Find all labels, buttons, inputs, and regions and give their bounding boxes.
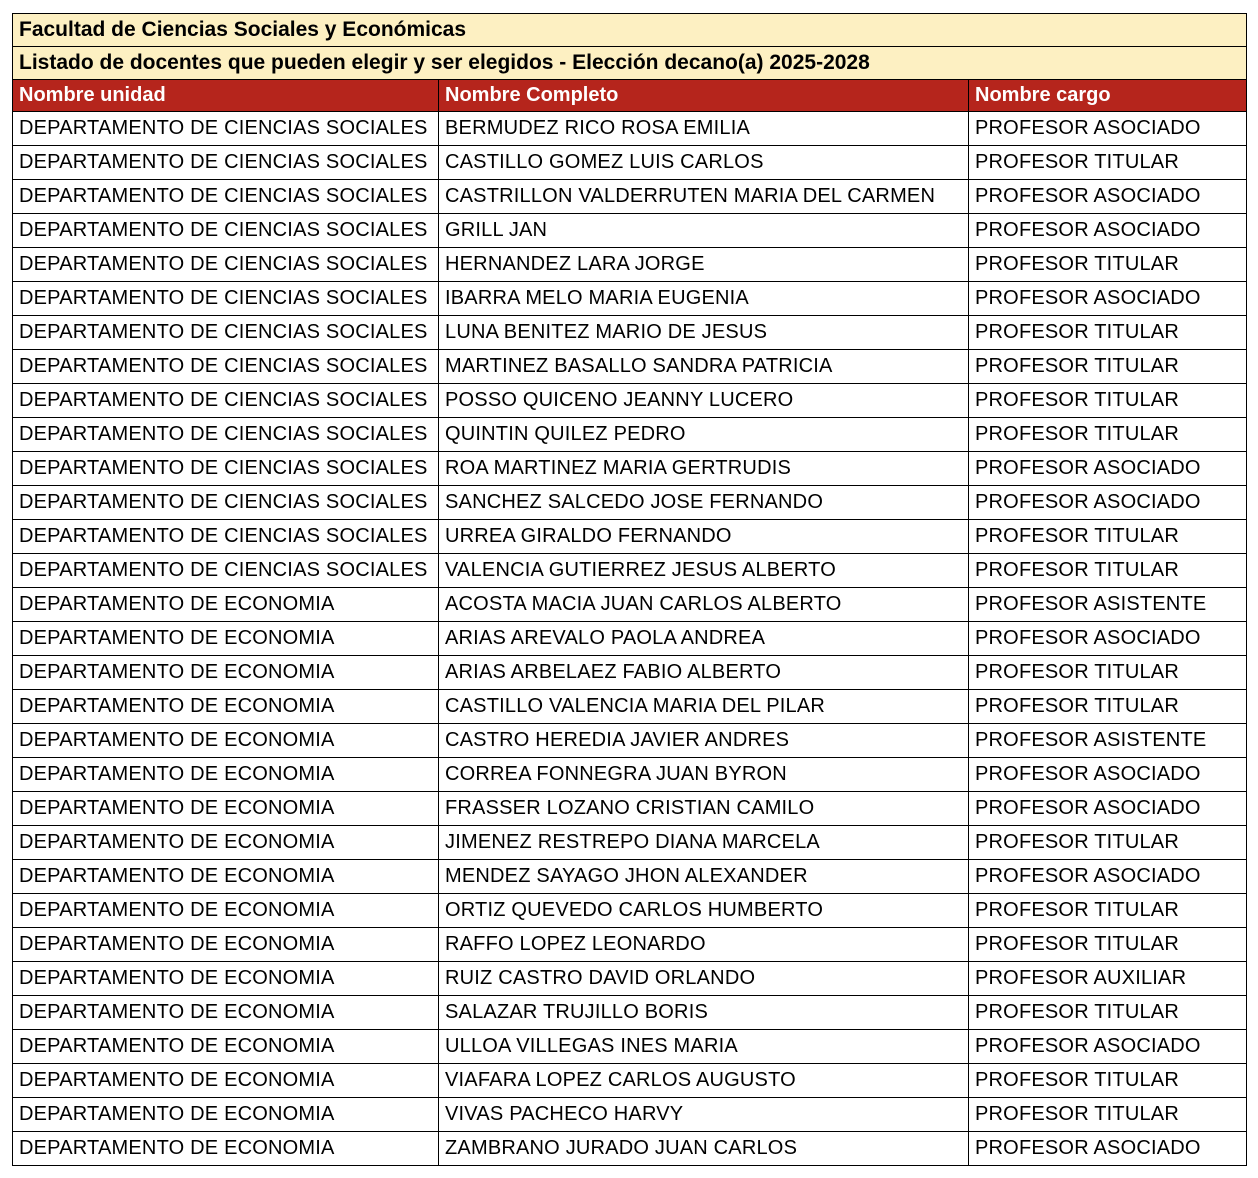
cell-nombre[interactable]: BERMUDEZ RICO ROSA EMILIA — [439, 112, 969, 146]
cell-unidad[interactable]: DEPARTAMENTO DE CIENCIAS SOCIALES — [13, 180, 439, 214]
cell-unidad[interactable]: DEPARTAMENTO DE CIENCIAS SOCIALES — [13, 554, 439, 588]
table-row — [13, 622, 1247, 656]
cell-cargo[interactable]: PROFESOR ASOCIADO — [969, 486, 1247, 520]
cell-unidad[interactable]: DEPARTAMENTO DE CIENCIAS SOCIALES — [13, 282, 439, 316]
column-header-cargo[interactable]: Nombre cargo — [969, 80, 1247, 112]
table-row — [13, 826, 1247, 860]
table-row — [13, 554, 1247, 588]
cell-nombre[interactable]: GRILL JAN — [439, 214, 969, 248]
title-row-2 — [13, 47, 1247, 80]
docentes-table — [12, 13, 1247, 1166]
column-header-nombre[interactable]: Nombre Completo — [439, 80, 969, 112]
cell-nombre[interactable]: CORREA FONNEGRA JUAN BYRON — [439, 758, 969, 792]
cell-unidad[interactable]: DEPARTAMENTO DE ECONOMIA — [13, 894, 439, 928]
cell-unidad[interactable]: DEPARTAMENTO DE CIENCIAS SOCIALES — [13, 146, 439, 180]
cell-cargo[interactable]: PROFESOR TITULAR — [969, 248, 1247, 282]
cell-unidad[interactable]: DEPARTAMENTO DE CIENCIAS SOCIALES — [13, 452, 439, 486]
table-row — [13, 214, 1247, 248]
cell-nombre[interactable]: ULLOA VILLEGAS INES MARIA — [439, 1030, 969, 1064]
cell-cargo[interactable]: PROFESOR TITULAR — [969, 554, 1247, 588]
cell-nombre[interactable]: JIMENEZ RESTREPO DIANA MARCELA — [439, 826, 969, 860]
cell-cargo[interactable]: PROFESOR ASOCIADO — [969, 758, 1247, 792]
cell-unidad[interactable]: DEPARTAMENTO DE ECONOMIA — [13, 1132, 439, 1166]
cell-unidad[interactable]: DEPARTAMENTO DE ECONOMIA — [13, 656, 439, 690]
cell-cargo[interactable]: PROFESOR TITULAR — [969, 520, 1247, 554]
list-title: Listado de docentes que pueden elegir y ser elegidos - Elección decano(a) 2025-2028 — [13, 47, 1247, 80]
cell-unidad[interactable]: DEPARTAMENTO DE ECONOMIA — [13, 792, 439, 826]
table-row — [13, 588, 1247, 622]
cell-cargo[interactable]: PROFESOR TITULAR — [969, 826, 1247, 860]
table-row — [13, 1132, 1247, 1166]
table-row — [13, 1030, 1247, 1064]
cell-nombre[interactable]: CASTRO HEREDIA JAVIER ANDRES — [439, 724, 969, 758]
cell-nombre[interactable]: ZAMBRANO JURADO JUAN CARLOS — [439, 1132, 969, 1166]
cell-cargo[interactable]: PROFESOR ASOCIADO — [969, 180, 1247, 214]
cell-nombre[interactable]: SALAZAR TRUJILLO BORIS — [439, 996, 969, 1030]
cell-nombre[interactable]: CASTILLO VALENCIA MARIA DEL PILAR — [439, 690, 969, 724]
cell-nombre[interactable]: QUINTIN QUILEZ PEDRO — [439, 418, 969, 452]
table-row — [13, 282, 1247, 316]
cell-cargo[interactable]: PROFESOR ASOCIADO — [969, 1030, 1247, 1064]
cell-nombre[interactable]: SANCHEZ SALCEDO JOSE FERNANDO — [439, 486, 969, 520]
cell-unidad[interactable]: DEPARTAMENTO DE CIENCIAS SOCIALES — [13, 316, 439, 350]
cell-nombre[interactable]: ARIAS AREVALO PAOLA ANDREA — [439, 622, 969, 656]
cell-nombre[interactable]: MARTINEZ BASALLO SANDRA PATRICIA — [439, 350, 969, 384]
cell-cargo[interactable]: PROFESOR TITULAR — [969, 690, 1247, 724]
table-row — [13, 350, 1247, 384]
cell-nombre[interactable]: ARIAS ARBELAEZ FABIO ALBERTO — [439, 656, 969, 690]
table-row — [13, 690, 1247, 724]
table-row — [13, 316, 1247, 350]
cell-cargo[interactable]: PROFESOR TITULAR — [969, 1098, 1247, 1132]
cell-unidad[interactable]: DEPARTAMENTO DE ECONOMIA — [13, 1030, 439, 1064]
cell-cargo[interactable]: PROFESOR ASISTENTE — [969, 724, 1247, 758]
cell-nombre[interactable]: FRASSER LOZANO CRISTIAN CAMILO — [439, 792, 969, 826]
cell-cargo[interactable]: PROFESOR ASOCIADO — [969, 112, 1247, 146]
cell-unidad[interactable]: DEPARTAMENTO DE ECONOMIA — [13, 724, 439, 758]
cell-cargo[interactable]: PROFESOR TITULAR — [969, 894, 1247, 928]
cell-cargo[interactable]: PROFESOR TITULAR — [969, 350, 1247, 384]
cell-nombre[interactable]: VALENCIA GUTIERREZ JESUS ALBERTO — [439, 554, 969, 588]
table-row — [13, 112, 1247, 146]
table-row — [13, 996, 1247, 1030]
cell-nombre[interactable]: MENDEZ SAYAGO JHON ALEXANDER — [439, 860, 969, 894]
table-row — [13, 486, 1247, 520]
cell-cargo[interactable]: PROFESOR ASOCIADO — [969, 622, 1247, 656]
cell-nombre[interactable]: POSSO QUICENO JEANNY LUCERO — [439, 384, 969, 418]
table-row — [13, 418, 1247, 452]
table-row — [13, 248, 1247, 282]
cell-nombre[interactable]: HERNANDEZ LARA JORGE — [439, 248, 969, 282]
table-row — [13, 656, 1247, 690]
cell-unidad[interactable]: DEPARTAMENTO DE ECONOMIA — [13, 928, 439, 962]
cell-unidad[interactable]: DEPARTAMENTO DE ECONOMIA — [13, 860, 439, 894]
table-row — [13, 928, 1247, 962]
cell-nombre[interactable]: ORTIZ QUEVEDO CARLOS HUMBERTO — [439, 894, 969, 928]
header-row — [13, 80, 1247, 112]
cell-unidad[interactable]: DEPARTAMENTO DE CIENCIAS SOCIALES — [13, 418, 439, 452]
cell-cargo[interactable]: PROFESOR ASOCIADO — [969, 214, 1247, 248]
cell-nombre[interactable]: LUNA BENITEZ MARIO DE JESUS — [439, 316, 969, 350]
cell-cargo[interactable]: PROFESOR ASOCIADO — [969, 1132, 1247, 1166]
table-row — [13, 146, 1247, 180]
cell-cargo[interactable]: PROFESOR ASOCIADO — [969, 860, 1247, 894]
cell-cargo[interactable]: PROFESOR TITULAR — [969, 418, 1247, 452]
cell-nombre[interactable]: VIVAS PACHECO HARVY — [439, 1098, 969, 1132]
table-row — [13, 758, 1247, 792]
cell-unidad[interactable]: DEPARTAMENTO DE ECONOMIA — [13, 1098, 439, 1132]
table-row — [13, 792, 1247, 826]
table-row — [13, 384, 1247, 418]
cell-cargo[interactable]: PROFESOR TITULAR — [969, 384, 1247, 418]
cell-nombre[interactable]: RAFFO LOPEZ LEONARDO — [439, 928, 969, 962]
column-header-unidad[interactable]: Nombre unidad — [13, 80, 439, 112]
cell-unidad[interactable]: DEPARTAMENTO DE CIENCIAS SOCIALES — [13, 384, 439, 418]
cell-nombre[interactable]: CASTRILLON VALDERRUTEN MARIA DEL CARMEN — [439, 180, 969, 214]
cell-nombre[interactable]: IBARRA MELO MARIA EUGENIA — [439, 282, 969, 316]
cell-unidad[interactable]: DEPARTAMENTO DE ECONOMIA — [13, 962, 439, 996]
cell-unidad[interactable]: DEPARTAMENTO DE ECONOMIA — [13, 996, 439, 1030]
cell-unidad[interactable]: DEPARTAMENTO DE CIENCIAS SOCIALES — [13, 112, 439, 146]
table-row — [13, 962, 1247, 996]
table-row — [13, 894, 1247, 928]
cell-cargo[interactable]: PROFESOR ASOCIADO — [969, 792, 1247, 826]
cell-cargo[interactable]: PROFESOR TITULAR — [969, 656, 1247, 690]
cell-cargo[interactable]: PROFESOR TITULAR — [969, 146, 1247, 180]
cell-nombre[interactable]: ACOSTA MACIA JUAN CARLOS ALBERTO — [439, 588, 969, 622]
cell-unidad[interactable]: DEPARTAMENTO DE ECONOMIA — [13, 1064, 439, 1098]
cell-unidad[interactable]: DEPARTAMENTO DE ECONOMIA — [13, 758, 439, 792]
cell-cargo[interactable]: PROFESOR ASOCIADO — [969, 452, 1247, 486]
cell-nombre[interactable]: VIAFARA LOPEZ CARLOS AUGUSTO — [439, 1064, 969, 1098]
table-body — [13, 112, 1247, 1166]
cell-cargo[interactable]: PROFESOR ASISTENTE — [969, 588, 1247, 622]
cell-unidad[interactable]: DEPARTAMENTO DE ECONOMIA — [13, 622, 439, 656]
title-row-1 — [13, 14, 1247, 47]
cell-unidad[interactable]: DEPARTAMENTO DE ECONOMIA — [13, 588, 439, 622]
cell-cargo[interactable]: PROFESOR AUXILIAR — [969, 962, 1247, 996]
table-row — [13, 180, 1247, 214]
cell-unidad[interactable]: DEPARTAMENTO DE CIENCIAS SOCIALES — [13, 214, 439, 248]
cell-unidad[interactable]: DEPARTAMENTO DE ECONOMIA — [13, 826, 439, 860]
cell-cargo[interactable]: PROFESOR TITULAR — [969, 996, 1247, 1030]
cell-cargo[interactable]: PROFESOR TITULAR — [969, 928, 1247, 962]
table-row — [13, 452, 1247, 486]
table-row — [13, 1098, 1247, 1132]
cell-nombre[interactable]: RUIZ CASTRO DAVID ORLANDO — [439, 962, 969, 996]
table-row — [13, 860, 1247, 894]
cell-unidad[interactable]: DEPARTAMENTO DE ECONOMIA — [13, 690, 439, 724]
cell-cargo[interactable]: PROFESOR ASOCIADO — [969, 282, 1247, 316]
cell-cargo[interactable]: PROFESOR TITULAR — [969, 316, 1247, 350]
faculty-title: Facultad de Ciencias Sociales y Económicas — [13, 14, 1247, 47]
table-row — [13, 520, 1247, 554]
cell-unidad[interactable]: DEPARTAMENTO DE CIENCIAS SOCIALES — [13, 486, 439, 520]
cell-nombre[interactable]: CASTILLO GOMEZ LUIS CARLOS — [439, 146, 969, 180]
cell-nombre[interactable]: ROA MARTINEZ MARIA GERTRUDIS — [439, 452, 969, 486]
table-row — [13, 724, 1247, 758]
cell-unidad[interactable]: DEPARTAMENTO DE CIENCIAS SOCIALES — [13, 520, 439, 554]
table-row — [13, 1064, 1247, 1098]
cell-nombre[interactable]: URREA GIRALDO FERNANDO — [439, 520, 969, 554]
cell-cargo[interactable]: PROFESOR TITULAR — [969, 1064, 1247, 1098]
cell-unidad[interactable]: DEPARTAMENTO DE CIENCIAS SOCIALES — [13, 248, 439, 282]
cell-unidad[interactable]: DEPARTAMENTO DE CIENCIAS SOCIALES — [13, 350, 439, 384]
